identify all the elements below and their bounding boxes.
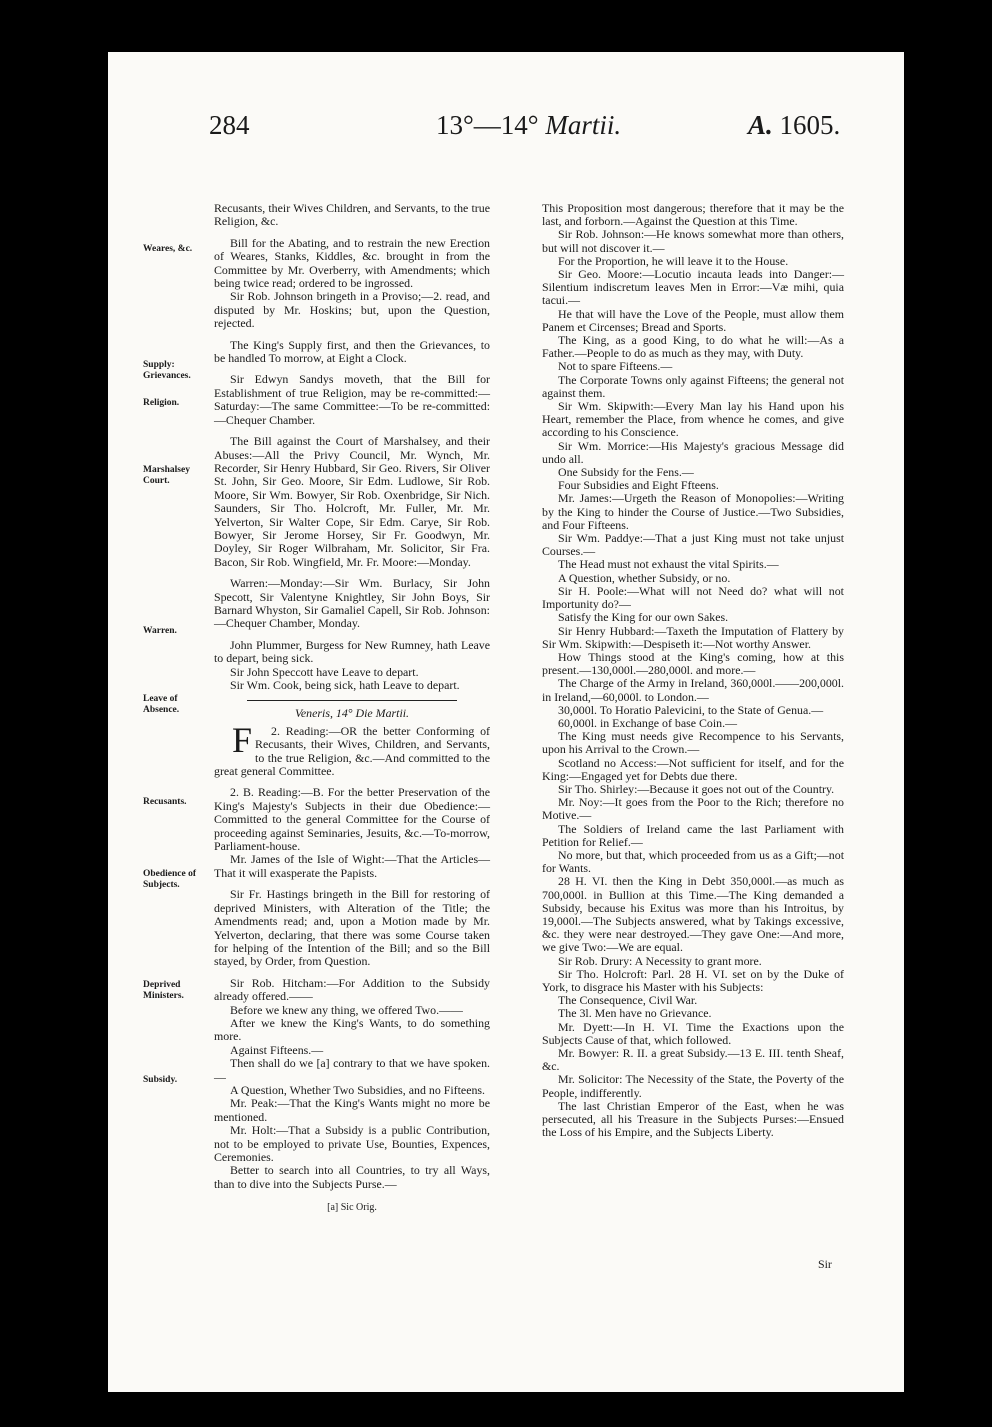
paragraph: For the Proportion, he will leave it to the House. — [558, 253, 789, 268]
paragraph: The King's Supply first, and then the Grievances, to be handled To morrow, at Eight a Clock. — [214, 337, 490, 366]
paragraph: Sir Rob. Hitcham:—For Addition to the Subsidy already offered.—— — [214, 975, 490, 1004]
margin-label-subsidy: Subsidy. — [143, 1075, 178, 1085]
paragraph: The Consequence, Civil War. — [558, 993, 698, 1008]
paragraph: A Question, whether Subsidy, or no. — [558, 570, 731, 585]
paragraph: Sir John Speccott have Leave to depart. — [230, 664, 419, 679]
paragraph: Mr. Holt:—That a Subsidy is a public Contribution, not to be employed to private Use, Bounties, Expences, Ceremonies. — [214, 1123, 490, 1164]
paragraph: This Proposition most dangerous; therefore that it may be the last, and forborn.—Against the Question at this Time. — [542, 201, 844, 229]
paragraph: Against Fifteens.— — [230, 1042, 324, 1057]
margin-label-deprived: Deprived Ministers. — [143, 980, 184, 1001]
year-prefix: A. — [748, 110, 773, 140]
right-column — [542, 202, 844, 1139]
paragraph: Then shall do we [a] contrary to that we have spoken.— — [214, 1056, 490, 1084]
paragraph: The Head must not exhaust the vital Spirits.— — [558, 557, 779, 572]
paragraph: 30,000l. To Horatio Palevicini, to the State of Genua.— — [558, 702, 824, 717]
drop-cap: F — [232, 719, 253, 760]
paragraph: John Plummer, Burgess for New Rumney, hath Leave to depart, being sick. — [214, 637, 490, 666]
paragraph: No more, but that, which proceeded from us as a Gift;—not for Wants. — [542, 847, 844, 876]
paragraph: Mr. James of the Isle of Wight:—That the Articles—That it will exasperate the Papists. — [214, 852, 490, 880]
paragraph: Mr. Bowyer: R. II. a great Subsidy.—13 E. III. tenth Sheaf, &c. — [542, 1046, 844, 1074]
paragraph — [214, 719, 490, 779]
paragraph: Mr. Solicitor: The Necessity of the State, the Poverty of the People, indifferently. — [542, 1072, 844, 1100]
paragraph: The 3l. Men have no Grievance. — [558, 1006, 712, 1021]
paragraph: Before we knew any thing, we offered Two.—— — [230, 1002, 463, 1017]
day-heading: Veneris, 14° Die Martii. — [294, 706, 410, 721]
paragraph: How Things stood at the King's coming, how at this present.—130,000l.—280,000l. and more.— — [542, 649, 844, 678]
paragraph: The Bill against the Court of Marshalsey, and their Abuses:—All the Privy Council, Mr. Wynch, Mr. Recorder, Sir Henry Hubbard, Sir Geo. Rivers, Sir Oliver St. John, Sir Geo. Moore, Sir Edm. Ludlowe, Sir Rob. Moore, Sir Wm. Bowyer, Sir Rob. Oxenbridge, Sir Nich. Saunders, Sir Tho. Holcroft, Mr. Fuller, Mr. Mr. Yelverton, Sir Walter Cope, Sir Edm. Carye, Sir Rob. Bowyer, Sir Jerome Horsey, Sir Fr. Goodwyn, Mr. Doyley, Sir Roger Wilbraham, Mr. Solicitor, Sir Fra. Bacon, Sir Rob. Wingfield, Mr. Fr. Moore:—Monday. — [214, 434, 490, 569]
paragraph: The King must needs give Recompence to his Servants, upon his Arrival to the Crown.— — [542, 729, 844, 757]
paragraph: Scotland no Access:—Not sufficient for itself, and for the King:—Engaged yet for Debts due there. — [542, 755, 844, 783]
running-head-year — [748, 110, 840, 141]
paragraph: The last Christian Emperor of the East, when he was persecuted, all his Treasure in the Subjects Purses:—Ensued the Loss of his Empire, and the Subjects Liberty. — [542, 1098, 844, 1140]
paragraph: Bill for the Abating, and to restrain the new Erection of Weares, Stanks, Kiddles, &c. brought in from the Committee by Mr. Overberry, with Amendments; which being twice read; ordered to be ingrossed. — [214, 235, 490, 291]
book-page — [108, 52, 904, 1392]
section-divider — [247, 700, 457, 701]
paragraph: Four Subsidies and Eight Ffteens. — [558, 478, 719, 493]
paragraph: Mr. James:—Urgeth the Reason of Monopolies:—Writing by the King to hinder the Course of Justice.—Two Subsidies, and Four Fifteens. — [542, 491, 844, 532]
paragraph: A Question, Whether Two Subsidies, and no Fifteens. — [230, 1082, 486, 1097]
paragraph-text: OR the better Conforming of Recusants, their Wives, Children, and Servants, to the true Religion, &c.—And committed to the great general Committee. — [214, 723, 490, 779]
paragraph: Sir Geo. Moore:—Locutio incauta leads into Danger:—Silentium indiscretum leaves Men in Error:—Væ mihi, quia tacui.— — [542, 267, 844, 308]
paragraph: Sir Edwyn Sandys moveth, that the Bill for Establishment of true Religion, may be re-committed:—Saturday:—The same Committee:—To be re-committed:—Chequer Chamber. — [214, 372, 490, 427]
paragraph: Better to search into all Countries, to try all Ways, than to dive into the Subjects Purse.— — [214, 1163, 490, 1191]
reading-label: 2. Reading:— — [271, 723, 341, 738]
margin-label-religion: Religion. — [143, 398, 180, 408]
left-column — [214, 202, 490, 1215]
paragraph: Sir Tho. Holcroft: Parl. 28 H. VI. set on by the Duke of York, to disgrace his Master with his Subjects: — [542, 966, 844, 994]
paragraph: One Subsidy for the Fens.— — [558, 465, 694, 480]
footnote: [a] Sic Orig. — [327, 1202, 377, 1214]
margin-label-obedience: Obedience of Subjects. — [143, 869, 197, 890]
paragraph: Sir Wm. Morrice:—His Majesty's gracious Message did undo all. — [542, 438, 844, 466]
month: Martii. — [545, 110, 622, 140]
margin-label-supply: Supply: Grievances. — [143, 360, 191, 381]
paragraph: Warren:—Monday:—Sir Wm. Burlacy, Sir John Specott, Sir Valentyne Knightley, Sir John Boys, Sir Barnard Whyston, Sir Gamaliel Capell, Sir Rob. Johnson:—Chequer Chamber, Monday. — [214, 576, 490, 631]
paragraph: The Corporate Towns only against Fifteens; the general not against them. — [542, 372, 844, 400]
paragraph: 60,000l. in Exchange of base Coin.— — [558, 715, 737, 730]
paragraph: Satisfy the King for our own Sakes. — [558, 610, 729, 625]
paragraph: Sir Henry Hubbard:—Taxeth the Imputation of Flattery by Sir Wm. Skipwith:—Despiseth it:—Not worthy Answer. — [542, 623, 844, 651]
paragraph: Sir Wm. Skipwith:—Every Man lay his Hand upon his Heart, remember the Place, from whence he comes, and give according to his Conscience. — [542, 399, 844, 440]
paragraph: Sir Rob. Drury: A Necessity to grant more. — [558, 953, 762, 968]
margin-label-warren: Warren. — [143, 626, 177, 636]
paragraph: He that will have the Love of the People, must allow them Panem et Circenses; Bread and Sports. — [542, 306, 844, 334]
paragraph: Mr. Dyett:—In H. VI. Time the Exactions upon the Subjects Cause of that, which followed. — [542, 1019, 844, 1047]
paragraph: Sir Rob. Johnson bringeth in a Proviso;—2. read, and disputed by Mr. Hoskins; but, upon the Question, rejected. — [214, 289, 490, 331]
margin-label-leave: Leave of Absence. — [143, 694, 180, 715]
paragraph: The Soldiers of Ireland came the last Parliament with Petition for Relief.— — [542, 821, 844, 849]
paragraph: After we knew the King's Wants, to do something more. — [214, 1015, 490, 1044]
page-number: 284 — [209, 110, 250, 140]
paragraph: Sir Wm. Cook, being sick, hath Leave to depart. — [230, 678, 460, 692]
paragraph: Mr. Peak:—That the King's Wants might no more be mentioned. — [214, 1096, 490, 1124]
paragraph: Sir H. Poole:—What will not Need do? what will not Importunity do?— — [542, 583, 844, 612]
year: 1605. — [779, 110, 841, 140]
catchword: Sir — [818, 1257, 832, 1271]
paragraph: Not to spare Fifteens.— — [558, 359, 673, 374]
paragraph: 28 H. VI. then the King in Debt 350,000l.—as much as 700,000l. in Bullion at this Time.—The King demanded a Subsidy, because his Exitus was more than his Introitus, by 19,000l.—The Subjects answered, what by Takings excessive, &c. they were near destroyed.—They gave One:—And more, we give Two:—We are equal. — [542, 874, 844, 955]
paragraph: Sir Rob. Johnson:—He knows somewhat more than others, but will not discover it.— — [542, 227, 844, 255]
paragraph: Mr. Noy:—It goes from the Poor to the Rich; therefore no Motive.— — [542, 795, 844, 823]
paragraph: The King, as a good King, to do what he will:—As a Father.—People to do as much as they may, with Duty. — [542, 333, 844, 361]
paragraph: The Charge of the Army in Ireland, 360,000l.——200,000l. in Ireland,—60,000l. to London.— — [542, 676, 844, 704]
margin-label-weares: Weares, &c. — [143, 244, 193, 254]
paragraph: Sir Tho. Shirley:—Because it goes not out of the Country. — [558, 781, 835, 796]
paragraph: Recusants, their Wives Children, and Servants, to the true Religion, &c. — [214, 201, 490, 229]
date-range: 13°—14° — [436, 110, 539, 140]
paragraph: Sir Wm. Paddye:—That a just King must not take unjust Courses.— — [542, 531, 844, 559]
margin-label-marshalsey: Marshalsey Court. — [143, 465, 190, 486]
paragraph: 2. B. Reading:—B. For the better Preservation of the King's Majesty's Subjects in their due Obedience:—Committed to the general Committee for the Course of proceeding against Seminaries, Jesuits, &c.—To-morrow, Parliament-house. — [214, 785, 490, 854]
running-head-date — [436, 110, 621, 141]
margin-label-recusants: Recusants. — [143, 797, 187, 807]
paragraph: Sir Fr. Hastings bringeth in the Bill for restoring of deprived Ministers, with Alteration of the Title; the Amendments read; and, upon a Motion made by Mr. Yelverton, declaring, that there was some Course taken for helping of the Intention of the Bill; and so the Bill stayed, by Order, from Question. — [214, 887, 490, 969]
